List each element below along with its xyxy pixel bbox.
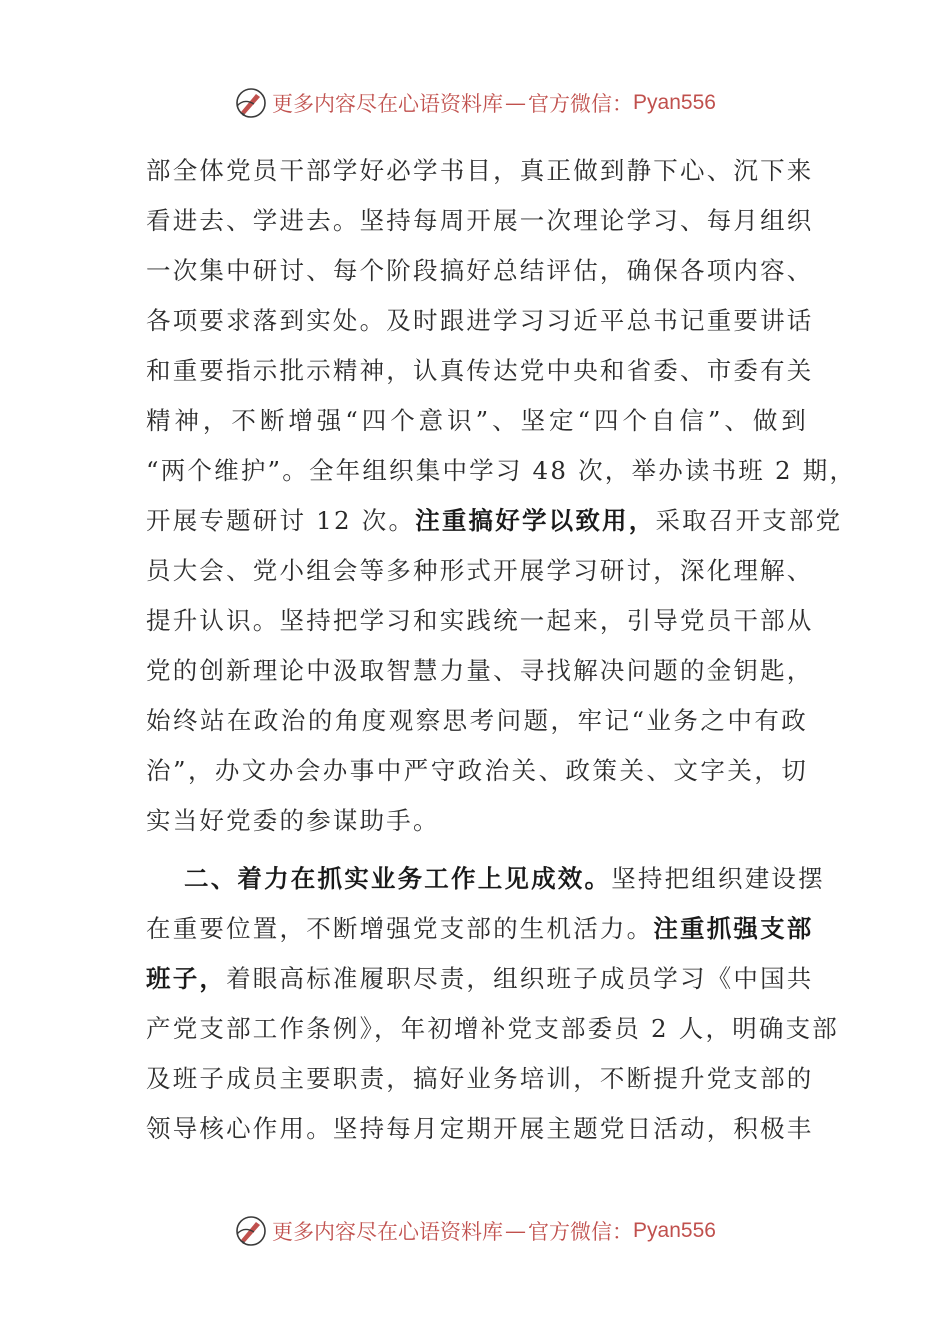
text-line bbox=[146, 496, 843, 546]
text-line: 及班子成员主要职责，搞好业务培训，不断提升党支部的 bbox=[146, 1064, 814, 1093]
text-line: 治”，办文办会办事中严守政治关、政策关、文字关，切 bbox=[146, 756, 808, 785]
text-line: “两个维护”。全年组织集中学习 48 次，举办读书班 2 期， bbox=[146, 456, 857, 485]
text-run: 着眼高标准履职尽责，组织班子成员学习《中国共 bbox=[226, 964, 814, 993]
banner-main-text: 更多内容尽在心语资料库 bbox=[272, 1220, 504, 1244]
bold-heading: 注重搞好学以致用， bbox=[415, 506, 656, 535]
text-line: 一次集中研讨、每个阶段搞好总结评估，确保各项内容、 bbox=[146, 256, 814, 285]
header-banner bbox=[0, 83, 950, 123]
text-line: 员大会、党小组会等多种形式开展学习研讨，深化理解、 bbox=[146, 556, 814, 585]
banner-wechat-label: 官方微信： bbox=[528, 92, 634, 116]
banner-wechat-label: 官方微信： bbox=[528, 1220, 634, 1244]
paragraph-1 bbox=[146, 146, 857, 846]
section-heading: 二、着力在抓实业务工作上见成效。 bbox=[184, 864, 612, 893]
text-line: 各项要求落到实处。及时跟进学习习近平总书记重要讲话 bbox=[146, 306, 814, 335]
text-line: 提升认识。坚持把学习和实践统一起来，引导党员干部从 bbox=[146, 606, 814, 635]
banner-separator: — bbox=[505, 91, 527, 115]
text-line bbox=[146, 954, 814, 1004]
text-run: 在重要位置，不断增强党支部的生机活力。 bbox=[146, 914, 654, 943]
footer-banner bbox=[0, 1211, 950, 1251]
text-run: 采取召开支部党 bbox=[655, 506, 843, 535]
bold-heading: 注重抓强支部 bbox=[653, 914, 814, 943]
text-line: 领导核心作用。坚持每月定期开展主题党日活动，积极丰 bbox=[146, 1114, 814, 1143]
text-line: 和重要指示批示精神，认真传达党中央和省委、市委有关 bbox=[146, 356, 814, 385]
text-line: 产党支部工作条例》，年初增补党支部委员 2 人，明确支部 bbox=[146, 1014, 840, 1043]
text-line: 看进去、学进去。坚持每周开展一次理论学习、每月组织 bbox=[146, 206, 814, 235]
text-run: 开展专题研讨 12 次。 bbox=[146, 506, 416, 535]
banner-wechat-id: Pyan556 bbox=[633, 91, 716, 114]
document-body bbox=[146, 146, 857, 1154]
pen-circle-logo-icon bbox=[234, 86, 268, 120]
text-line: 始终站在政治的角度观察思考问题，牢记“业务之中有政 bbox=[146, 706, 808, 735]
text-line bbox=[146, 854, 825, 904]
text-line: 党的创新理论中汲取智慧力量、寻找解决问题的金钥匙， bbox=[146, 656, 814, 685]
banner-wechat-id: Pyan556 bbox=[633, 1219, 716, 1242]
text-line bbox=[146, 904, 814, 954]
text-line: 实当好党委的参谋助手。 bbox=[146, 806, 440, 835]
text-run: 坚持把组织建设摆 bbox=[611, 864, 825, 893]
banner-separator: — bbox=[505, 1219, 527, 1243]
pen-circle-logo-icon bbox=[234, 1214, 268, 1248]
banner-main-text: 更多内容尽在心语资料库 bbox=[272, 92, 504, 116]
paragraph-2 bbox=[146, 854, 840, 1154]
text-line: 精神，不断增强“四个意识”、坚定“四个自信”、做到 bbox=[146, 406, 808, 435]
text-line: 部全体党员干部学好必学书目，真正做到静下心、沉下来 bbox=[146, 156, 814, 185]
bold-heading: 班子， bbox=[146, 964, 227, 993]
